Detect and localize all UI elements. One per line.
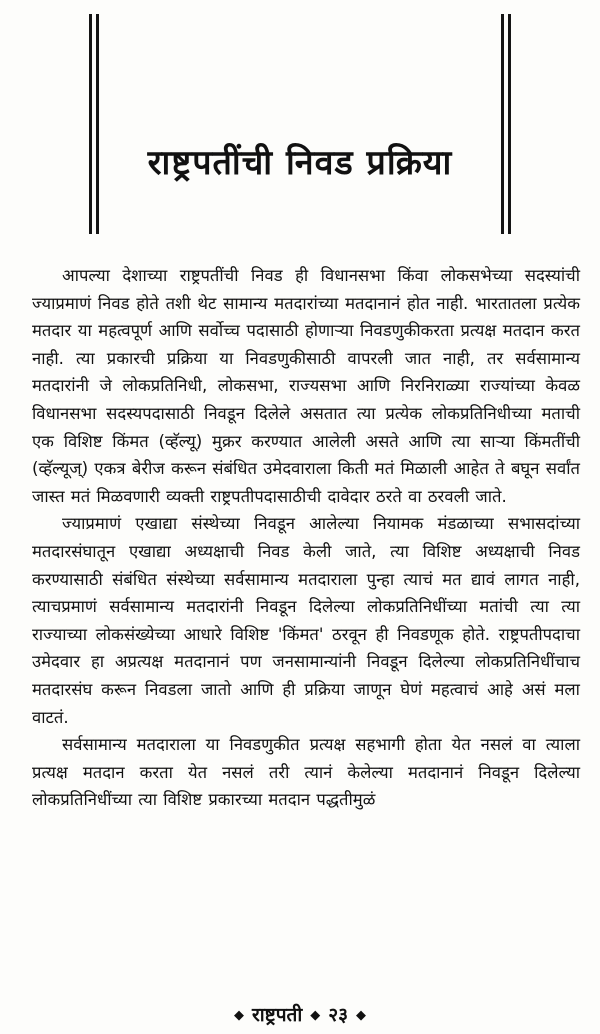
- body-text: [32, 262, 580, 814]
- right-rule-outer: [508, 14, 511, 234]
- left-rule-inner: [96, 14, 99, 234]
- paragraph: ज्याप्रमाणं एखाद्या संस्थेच्या निवडून आलेल्या नियामक मंडळाच्या सभासदांच्या मतदारसंघातून एखाद्या अध्यक्षाची निवड केली जाते, त्या विशिष्ट अध्यक्षाची निवड करण्यासाठी संबंधित संस्थेच्या सर्वसामान्य मतदाराला पुन्हा त्याचं मत द्यावं लागत नाही, त्याचप्रमाणं सर्वसामान्य मतदारांनी निवडून दिलेल्या लोकप्रतिनिधींच्या मतांची त्या त्या राज्याच्या लोकसंख्येच्या आधारे विशिष्ट 'किंमत' ठरवून ही निवडणूक होते. राष्ट्रपतीपदाचा उमेदवार हा अप्रत्यक्ष मतदानानं पण जनसामान्यांनी निवडून दिलेल्या लोकप्रतिनिधींचाच मतदारसंघ करून निवडला जातो आणि ही प्रक्रिया जाणून घेणं महत्वाचं आहे असं मला वाटतं.: [32, 514, 580, 727]
- bullet-icon: ◆: [356, 1008, 367, 1023]
- footer-label: राष्ट्रपती: [251, 1004, 303, 1026]
- bullet-icon: ◆: [310, 1008, 321, 1023]
- bullet-icon: ◆: [233, 1008, 244, 1023]
- page-footer: [0, 1001, 600, 1027]
- paragraph: सर्वसामान्य मतदाराला या निवडणुकीत प्रत्यक्ष सहभागी होता येत नसलं वा त्याला प्रत्यक्ष मतदान करता येत नसलं तरी त्यानं केलेल्या मतदानानं निवडून दिलेल्या लोकप्रतिनिधींच्या त्या विशिष्ट प्रकारच्या मतदान पद्धतीमुळं: [32, 735, 580, 810]
- right-rule-inner: [501, 14, 504, 234]
- chapter-title: राष्ट्रपतींची निवड प्रक्रिया: [147, 143, 453, 183]
- page-number: २३: [328, 1004, 349, 1026]
- paragraph: आपल्या देशाच्या राष्ट्रपतींची निवड ही विधानसभा किंवा लोकसभेच्या सदस्यांची ज्याप्रमाणं निवड होते तशी थेट सामान्य मतदारांच्या मतदानानं होत नाही. भारतातला प्रत्येक मतदार या महत्वपूर्ण आणि सर्वोच्च पदासाठी होणाऱ्या निवडणुकीकरता प्रत्यक्ष मतदान करत नाही. त्या प्रकारची प्रक्रिया या निवडणुकीसाठी वापरली जात नाही, तर सर्वसामान्य मतदारांनी जे लोकप्रतिनिधी, लोकसभा, राज्यसभा आणि निरनिराळ्या राज्यांच्या केवळ विधानसभा सदस्यपदासाठी निवडून दिलेले असतात त्या प्रत्येक लोकप्रतिनिधीच्या मताची एक विशिष्ट किंमत (व्हॅल्यू) मुक्रर करण्यात आलेली असते आणि त्या साऱ्या किंमतींची (व्हॅल्यूज्) एकत्र बेरीज करून संबंधित उमेदवाराला किती मतं मिळाली आहेत ते बघून सर्वांत जास्त मतं मिळवणारी व्यक्ती राष्ट्रपतीपदासाठीची दावेदार ठरते वा ठरवली जाते.: [32, 266, 580, 506]
- left-rule-outer: [89, 14, 92, 234]
